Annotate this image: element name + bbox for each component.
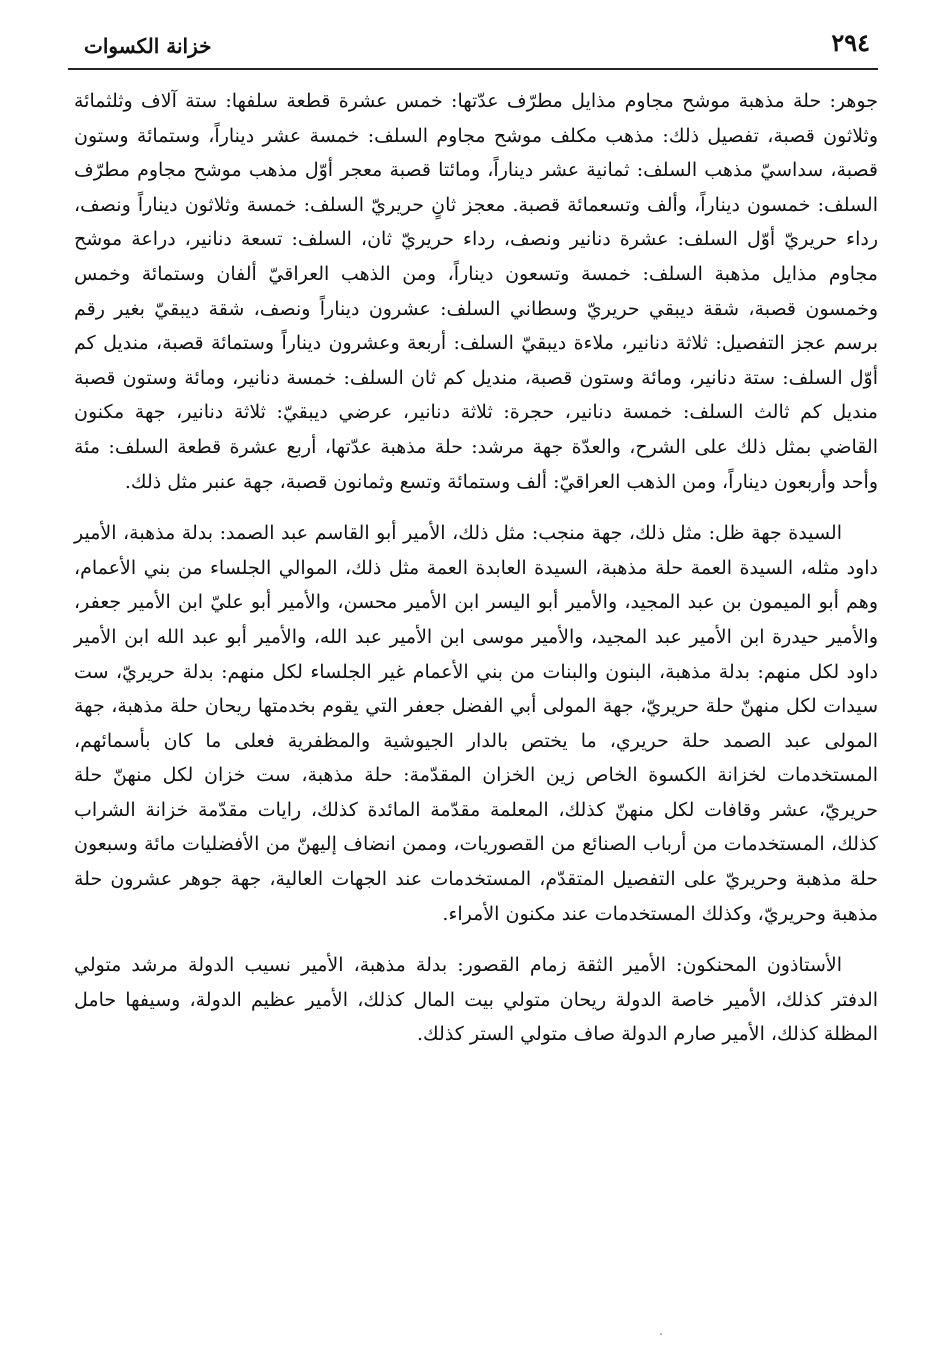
page-header	[68, 26, 878, 70]
scan-speck	[660, 1333, 662, 1335]
running-title: خزانة الكسوات	[84, 34, 212, 58]
header-rule	[68, 68, 878, 70]
paragraph-sayyida: السيدة جهة ظل: مثل ذلك، جهة منجب: مثل ذلك، الأمير أبو القاسم عبد الصمد: بدلة مذهبة، الأمير داود مثله، السيدة العمة حلة مذهبة، السيدة العابدة العمة مثل ذلك، الموالي الجلساء من بني الأعمام، وهم أبو الميمون بن عبد المجيد، والأمير أبو اليسر ابن الأمير محسن، والأمير أبو عليّ ابن الأمير جعفر، والأمير حيدرة ابن الأمير عبد المجيد، والأمير موسى ابن الأمير عبد الله، والأمير أبو عبد الله ابن الأمير داود لكل منهم: بدلة مذهبة، البنون والبنات من بني الأعمام غير الجلساء لكل منهم: بدلة حريريّ، ست سيدات لكل منهنّ حلة حريريّ، جهة المولى أبي الفضل جعفر التي يقوم بخدمتها ريحان حلة مذهبة، جهة المولى عبد الصمد حلة حريري، ما يختص بالدار الجيوشية والمظفرية فعلى ما كان بأسمائهم، المستخدمات لخزانة الكسوة الخاص زين الخزان المقدّمة: حلة مذهبة، ست خزان لكل منهنّ حلة حريريّ، عشر وقافات لكل منهنّ كذلك، المعلمة مقدّمة المائدة كذلك، رايات مقدّمة خزانة الشراب كذلك، المستخدمات من أرباب الصنائع من القصوريات، وممن انضاف إليهنّ من الأفضليات مائة وسبعون حلة مذهبة وحريريّ على التفصيل المتقدّم، المستخدمات عند الجهات العالية، جهة جوهر عشرون حلة مذهبة وحريريّ، وكذلك المستخدمات عند مكنون الأمراء.	[74, 522, 878, 925]
page-number: ٢٩٤	[831, 28, 870, 57]
body-text	[74, 84, 878, 1069]
paragraph-jawhar: جوهر: حلة مذهبة موشح مجاوم مذايل مطرّف عدّتها: خمس عشرة قطعة سلفها: ستة آلاف وثلثمائة وثلاثون قصبة، تفصيل ذلك: مذهب مكلف موشح مجاوم السلف: خمسة عشر ديناراً، وستمائة وستون قصبة، سداسيّ مذهب السلف: ثمانية عشر ديناراً، ومائتا قصبة معجر أوّل مذهب موشح مجاوم مطرّف السلف: خمسون ديناراً، وألف وتسعمائة قصبة. معجز ثانٍ حريريّ السلف: خمسة وثلاثون ديناراً ونصف، رداء حريريّ أوّل السلف: عشرة دنانير ونصف، رداء حريريّ ثان، السلف: تسعة دنانير، دراعة موشح مجاوم مذايل مذهبة السلف: خمسة وتسعون ديناراً، ومن الذهب العراقيّ ألفان وستمائة وخمس وخمسون قصبة، شقة ديبقي حريريّ وسطاني السلف: عشرون ديناراً ونصف، شقة ديبقيّ بغير رقم برسم عجز التفصيل: ثلاثة دنانير، ملاءة ديبقيّ السلف: أربعة وعشرون ديناراً وستمائة قصبة، منديل كم أوّل السلف: ستة دنانير، ومائة وستون قصبة، منديل كم ثان السلف: خمسة دنانير، ومائة وستون قصبة منديل كم ثالث السلف: خمسة دنانير، حجرة: ثلاثة دنانير، عرضي ديبقيّ: ثلاثة دنانير، جهة مكنون القاضي بمثل ذلك على الشرح، والعدّة جهة مرشد: حلة مذهبة عدّتها، أربع عشرة قطعة السلف: مئة وأحد وأربعون ديناراً، ومن الذهب العراقيّ: ألف وستمائة وتسع وثمانون قصبة، جهة عنبر مثل ذلك.	[74, 90, 878, 493]
paragraph-ustadhun: الأستاذون المحنكون: الأمير الثقة زمام القصور: بدلة مذهبة، الأمير نسيب الدولة مرشد متولي الدفتر كذلك، الأمير خاصة الدولة ريحان متولي بيت المال كذلك، الأمير عظيم الدولة، وسيفها حامل المظلة كذلك، الأمير صارم الدولة صاف متولي الستر كذلك.	[74, 954, 878, 1046]
